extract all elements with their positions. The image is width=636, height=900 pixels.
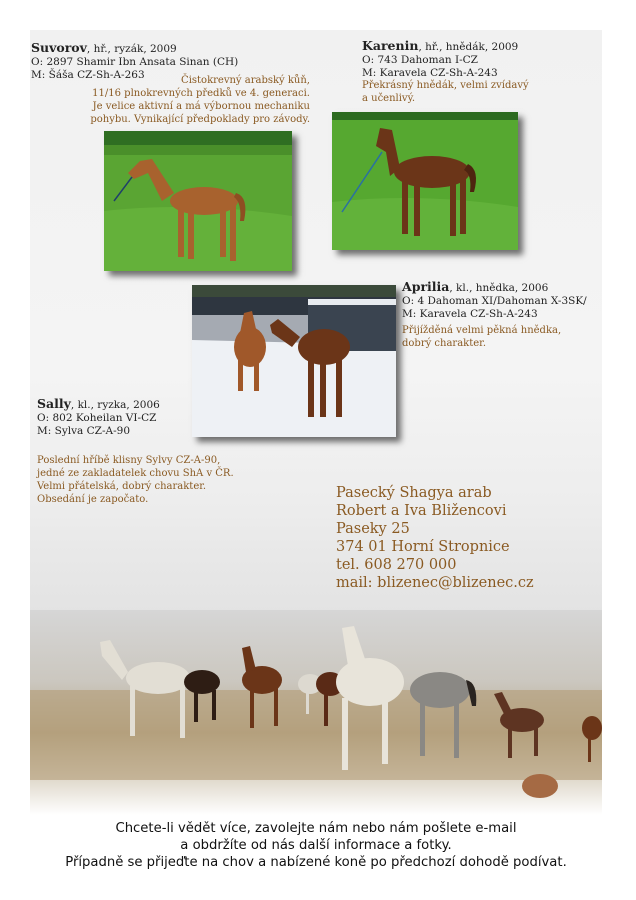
karenin-details: , hř., hnědák, 2009 (418, 41, 519, 53)
email-address[interactable]: mail: blizenec@blizenec.cz (336, 575, 534, 591)
karenin-description (362, 79, 582, 105)
suvorov-desc-line: pohybu. Vynikající předpoklady pro závody. (90, 114, 310, 125)
suvorov-name: Suvorov (31, 40, 87, 55)
farm-name: Pasecký Shagya arab (336, 485, 492, 501)
sally-name: Sally (37, 396, 71, 411)
owners: Robert a Iva Bližencovi (336, 503, 507, 519)
aprilia-desc-line: Přijížděná velmi pěkná hnědka, (402, 325, 562, 336)
sally-desc-line: Velmi přátelská, dobrý charakter. (37, 481, 207, 492)
aprilia-description (402, 324, 592, 350)
suvorov-sire: O: 2897 Shamir Ibn Ansata Sinan (CH) (31, 56, 239, 68)
aprilia-sally-photo (192, 285, 396, 437)
karenin-desc-line: a učenlivý. (362, 93, 416, 104)
sally-dam: M: Sylva CZ-A-90 (37, 425, 131, 437)
sally-description (37, 454, 287, 506)
sally-entry (37, 397, 160, 438)
suvorov-description (60, 74, 310, 126)
karenin-name: Karenin (362, 38, 419, 53)
city-address: 374 01 Horní Stropnice (336, 539, 510, 555)
suvorov-details: , hř., ryzák, 2009 (86, 43, 177, 55)
footer-line: Případně se přijeďte na chov a nabízené koně po předchozí dohodě podívat. (65, 855, 567, 870)
aprilia-dam: M: Karavela CZ-Sh-A-243 (402, 308, 538, 320)
aprilia-entry (402, 280, 587, 321)
phone-number: tel. 608 270 000 (336, 557, 457, 573)
footer-line: a obdržíte od nás další informace a fotky. (180, 838, 452, 853)
suvorov-photo (104, 131, 292, 271)
footer-text (30, 820, 602, 871)
sally-desc-line: jedné ze zakladatelek chovu ShA v ČR. (37, 468, 234, 479)
suvorov-desc-line: 11/16 plnokrevných předků ve 4. generaci. (92, 88, 310, 99)
karenin-dam: M: Karavela CZ-Sh-A-243 (362, 67, 498, 79)
contact-block (336, 484, 534, 592)
karenin-entry (362, 39, 518, 80)
herd-photo (30, 610, 602, 815)
suvorov-desc-line: Čistokrevný arabský kůň, (181, 75, 310, 86)
footer-line: Chcete-li vědět více, zavolejte nám nebo nám pošlete e-mail (115, 821, 517, 836)
sally-desc-line: Obsedání je započato. (37, 494, 149, 505)
sally-sire: O: 802 Koheilan VI-CZ (37, 412, 157, 424)
sally-desc-line: Poslední hříbě klisny Sylvy CZ-A-90, (37, 455, 221, 466)
aprilia-name: Aprilia (402, 279, 450, 294)
aprilia-desc-line: dobrý charakter. (402, 338, 487, 349)
suvorov-dam: M: Šáša CZ-Sh-A-263 (31, 69, 145, 81)
karenin-desc-line: Překrásný hnědák, velmi zvídavý (362, 80, 529, 91)
aprilia-sire: O: 4 Dahoman XI/Dahoman X-3SK/ (402, 295, 587, 307)
street-address: Paseky 25 (336, 521, 410, 537)
karenin-sire: O: 743 Dahoman I-CZ (362, 54, 478, 66)
suvorov-desc-line: Je velice aktivní a má výbornou mechaniku (92, 101, 310, 112)
aprilia-details: , kl., hnědka, 2006 (449, 282, 549, 294)
sally-details: , kl., ryzka, 2006 (70, 399, 160, 411)
karenin-photo (332, 112, 518, 250)
